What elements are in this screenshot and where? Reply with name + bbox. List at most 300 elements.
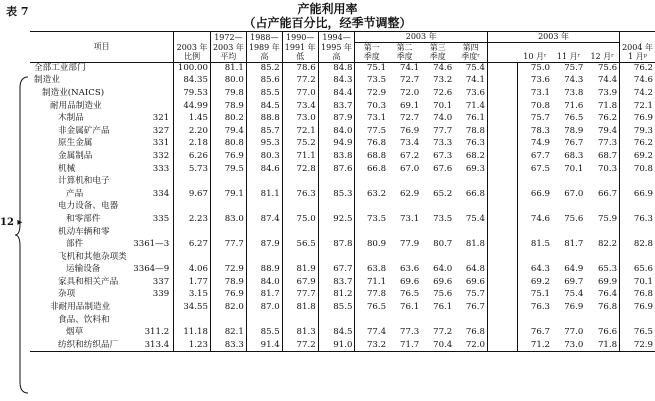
row-value: 1.45 <box>174 112 211 125</box>
row-value: 71.2 <box>518 339 552 352</box>
row-value: 75.4 <box>564 289 584 300</box>
row-value: 76.1 <box>465 113 485 124</box>
row-naics-code: 339 <box>152 289 170 300</box>
row-value: 82.1 <box>210 326 246 339</box>
table-row <box>30 213 655 226</box>
row-value: 75.0 <box>518 62 552 75</box>
row-value: 63.8 <box>355 264 388 277</box>
row-value: 67.2 <box>400 150 420 161</box>
table-row <box>30 125 655 138</box>
row-value: 70.3 <box>597 163 618 174</box>
spacer-cell <box>487 213 518 226</box>
row-value: 67.3 <box>433 150 453 161</box>
row-value: 34.55 <box>174 301 211 314</box>
row-value: 77.4 <box>355 326 388 339</box>
row-value <box>552 201 585 214</box>
row-value <box>355 226 388 239</box>
row-value: 69.6 <box>433 276 453 287</box>
row-naics-code: 337 <box>152 276 170 287</box>
row-value: 68.3 <box>564 150 584 161</box>
row-value: 76.5 <box>564 113 584 124</box>
row-value: 81.7 <box>246 289 282 302</box>
row-value: 79.1 <box>210 188 246 201</box>
row-value: 74.1 <box>465 75 485 86</box>
row-value: 2.18 <box>174 138 211 151</box>
row-value: 79.5 <box>210 163 246 176</box>
row-value: 76.3 <box>620 213 655 226</box>
row-value: 73.8 <box>564 87 584 98</box>
group-2003-quarters: 2003 年 <box>355 32 488 43</box>
row-label: 非金属矿产品 <box>58 125 110 136</box>
row-naics-code <box>131 314 173 327</box>
row-value <box>454 251 487 264</box>
row-value <box>174 226 211 239</box>
table-row <box>30 238 655 251</box>
row-value: 1.77 <box>174 276 211 289</box>
row-value: 74.6 <box>620 75 655 88</box>
row-value: 75.9 <box>597 213 618 224</box>
row-value <box>210 201 246 214</box>
row-label: 非耐用品制造业 <box>50 302 111 313</box>
row-value: 76.8 <box>597 302 618 313</box>
row-label: 部件 <box>66 239 84 250</box>
row-value <box>246 175 282 188</box>
table-header <box>30 32 655 63</box>
table-row <box>30 276 655 289</box>
row-value: 94.9 <box>318 138 355 151</box>
row-value: 75.7 <box>465 289 485 300</box>
row-value: 69.7 <box>564 276 584 287</box>
row-value: 87.9 <box>318 112 355 125</box>
spacer-cell <box>487 201 518 214</box>
table-body <box>30 62 655 352</box>
row-value: 70.1 <box>620 276 655 289</box>
row-value: 75.0 <box>282 213 318 226</box>
row-value: 68.7 <box>597 150 618 161</box>
row-value: 72.1 <box>620 100 655 113</box>
row-value: 1.23 <box>174 339 211 352</box>
col-avg-1972-2003: 1972— 2003 年 平均 <box>210 32 246 63</box>
row-value: 76.8 <box>355 138 388 151</box>
row-value: 75.6 <box>433 289 453 300</box>
row-value: 11.18 <box>174 326 211 339</box>
row-value <box>620 251 655 264</box>
spacer-cell <box>487 150 518 163</box>
row-value: 76.7 <box>465 302 485 313</box>
row-value: 71.7 <box>388 339 421 352</box>
row-value <box>454 314 487 327</box>
row-value <box>552 175 585 188</box>
row-naics-code <box>131 75 173 88</box>
row-value: 72.6 <box>433 87 453 98</box>
row-value <box>518 226 552 239</box>
row-value: 74.3 <box>564 75 584 86</box>
row-value: 75.4 <box>465 213 485 224</box>
row-label: 全部工业部门 <box>34 63 86 74</box>
row-value: 77.7 <box>433 125 453 136</box>
row-value: 67.0 <box>400 163 420 174</box>
row-value: 70.8 <box>620 163 655 176</box>
row-value: 76.7 <box>518 326 552 339</box>
col-q2: 第二 季度 <box>388 42 421 62</box>
row-value: 85.5 <box>246 326 282 339</box>
row-naics-code: 313.4 <box>131 339 173 352</box>
row-value: 81.8 <box>282 301 318 314</box>
row-value: 73.5 <box>433 213 453 224</box>
row-value: 68.2 <box>465 150 485 161</box>
row-value: 76.2 <box>620 138 655 151</box>
spacer-cell <box>487 100 518 113</box>
row-value: 87.0 <box>246 301 282 314</box>
row-value: 81.9 <box>282 264 318 277</box>
row-value: 75.1 <box>518 289 552 302</box>
row-value <box>421 226 454 239</box>
table-row <box>30 112 655 125</box>
row-value: 73.5 <box>355 213 388 226</box>
row-naics-code: 335 <box>152 213 170 224</box>
row-value: 67.7 <box>318 264 355 277</box>
row-value: 77.0 <box>564 327 584 338</box>
row-value <box>282 314 318 327</box>
row-value <box>518 175 552 188</box>
row-value: 68.8 <box>355 150 388 163</box>
row-naics-code: 333 <box>152 163 170 174</box>
row-value: 66.8 <box>355 163 388 176</box>
row-value: 100.00 <box>174 62 211 75</box>
row-value <box>282 175 318 188</box>
spacer-cell <box>487 264 518 277</box>
row-value <box>518 201 552 214</box>
row-value: 76.2 <box>597 113 618 124</box>
row-value <box>421 314 454 327</box>
row-value <box>585 201 619 214</box>
row-value: 64.3 <box>518 264 552 277</box>
row-value: 67.5 <box>518 163 552 176</box>
spacer-cell <box>487 87 518 100</box>
row-label: 机械 <box>58 163 76 174</box>
row-value: 70.4 <box>421 339 454 352</box>
row-value: 84.6 <box>246 163 282 176</box>
row-value: 81.5 <box>518 238 552 251</box>
row-value <box>318 226 355 239</box>
row-value: 69.2 <box>620 150 655 163</box>
row-value: 79.53 <box>174 87 211 100</box>
row-value: 67.9 <box>282 276 318 289</box>
row-value <box>518 251 552 264</box>
row-value: 83.7 <box>318 100 355 113</box>
row-value: 74.0 <box>433 113 453 124</box>
row-value: 79.4 <box>597 125 618 136</box>
row-value: 72.9 <box>355 87 388 100</box>
row-naics-code <box>131 62 173 75</box>
col-q4: 第四 季度ʳ <box>454 42 487 62</box>
row-value: 73.6 <box>465 87 485 98</box>
row-value: 78.9 <box>210 276 246 289</box>
row-value: 73.3 <box>433 138 453 149</box>
row-value: 78.8 <box>465 125 485 136</box>
col-high-1994-1995: 1994— 1995 年 高 <box>318 32 355 63</box>
row-value: 64.0 <box>433 264 453 275</box>
row-label: 家具和相关产品 <box>58 276 119 287</box>
row-value: 84.0 <box>246 276 282 289</box>
row-value <box>388 314 421 327</box>
row-value: 76.1 <box>400 302 420 313</box>
row-value: 75.1 <box>355 62 388 75</box>
row-label: 运输设备 <box>66 264 101 275</box>
table-row <box>30 100 655 113</box>
row-value <box>585 226 619 239</box>
row-naics-code: 3361—3 <box>133 239 170 250</box>
row-value <box>246 314 282 327</box>
row-naics-code <box>131 251 173 264</box>
row-value: 76.8 <box>620 289 655 302</box>
row-value: 69.6 <box>465 276 485 287</box>
row-value <box>246 251 282 264</box>
col-share: 2003 年 比例 <box>174 32 211 63</box>
row-value: 84.5 <box>318 326 355 339</box>
row-value: 80.8 <box>210 138 246 151</box>
row-value: 71.4 <box>465 100 485 111</box>
row-value: 74.6 <box>518 213 552 226</box>
col-q3: 第三 季度 <box>421 42 454 62</box>
row-value: 76.6 <box>597 327 618 338</box>
row-value: 74.4 <box>597 75 618 86</box>
row-label: 机动车辆和零 <box>58 226 110 237</box>
row-value <box>620 201 655 214</box>
row-value: 80.7 <box>433 239 453 250</box>
row-naics-code: 331 <box>152 138 170 149</box>
row-value <box>210 226 246 239</box>
spacer-cell <box>487 289 518 302</box>
row-value: 84.0 <box>318 125 355 138</box>
row-naics-code: 321 <box>152 113 170 124</box>
row-value: 73.2 <box>433 75 453 86</box>
row-value: 78.9 <box>564 125 584 136</box>
row-value: 75.6 <box>564 213 584 224</box>
row-naics-code <box>131 301 173 314</box>
row-value: 77.5 <box>355 125 388 138</box>
row-value: 76.9 <box>400 125 420 136</box>
row-value: 73.4 <box>400 138 420 149</box>
row-value: 64.9 <box>564 264 584 275</box>
spacer-cell <box>487 339 518 352</box>
row-value: 92.5 <box>318 213 355 226</box>
row-value: 6.26 <box>174 150 211 163</box>
row-value <box>421 175 454 188</box>
row-value <box>318 251 355 264</box>
row-value <box>174 314 211 327</box>
row-value <box>355 251 388 264</box>
row-value: 80.0 <box>210 75 246 88</box>
spacer-cell <box>487 226 518 239</box>
row-value: 77.7 <box>282 289 318 302</box>
table-row <box>30 163 655 176</box>
row-naics-code: 311.2 <box>144 327 170 338</box>
row-value <box>318 175 355 188</box>
row-label: 制造业(NAICS) <box>42 87 105 98</box>
row-value <box>246 226 282 239</box>
row-value: 76.5 <box>355 301 388 314</box>
row-naics-code: 332 <box>152 150 170 161</box>
row-value: 88.9 <box>246 264 282 277</box>
row-value: 2.23 <box>174 213 211 226</box>
row-value: 70.1 <box>564 163 584 174</box>
col-q1: 第一 季度 <box>355 42 388 62</box>
row-value: 72.7 <box>400 113 420 124</box>
spacer-cell <box>487 188 518 201</box>
row-naics-code <box>131 201 173 214</box>
row-value: 77.2 <box>282 339 318 352</box>
page-number-text: 12 <box>0 217 14 228</box>
row-value <box>518 314 552 327</box>
row-value: 66.7 <box>597 188 618 199</box>
row-value: 76.3 <box>465 138 485 149</box>
row-value: 76.9 <box>620 112 655 125</box>
row-value: 9.67 <box>174 188 211 201</box>
row-value: 73.0 <box>282 112 318 125</box>
row-naics-code: 327 <box>152 125 170 136</box>
row-value: 76.3 <box>282 188 318 201</box>
row-value: 71.8 <box>597 100 618 111</box>
row-value <box>388 251 421 264</box>
row-value: 82.2 <box>597 239 618 250</box>
row-value: 70.8 <box>518 100 552 113</box>
row-value: 91.0 <box>318 339 355 352</box>
table-row <box>30 75 655 88</box>
row-value: 71.1 <box>355 276 388 289</box>
row-value: 74.6 <box>433 63 453 74</box>
row-value <box>174 251 211 264</box>
table-row <box>30 62 655 75</box>
spacer-cell <box>487 314 518 327</box>
row-value: 76.3 <box>518 301 552 314</box>
row-value: 78.3 <box>518 125 552 138</box>
col-oct: 10 月ʳ <box>518 42 552 62</box>
row-value <box>421 251 454 264</box>
row-value <box>585 251 619 264</box>
spacer-cell <box>487 276 518 289</box>
row-value: 77.2 <box>433 327 453 338</box>
row-value: 5.73 <box>174 163 211 176</box>
row-value: 75.2 <box>282 138 318 151</box>
row-value: 85.5 <box>246 87 282 100</box>
row-value: 67.7 <box>518 150 552 163</box>
row-naics-code <box>131 87 173 100</box>
table-row <box>30 251 655 264</box>
row-value: 82.0 <box>210 301 246 314</box>
spacer-cell <box>487 75 518 88</box>
row-value: 73.5 <box>355 75 388 88</box>
row-value <box>355 201 388 214</box>
row-label: 纺织和纺织品厂 <box>30 339 131 352</box>
table-row <box>30 188 655 201</box>
row-naics-code <box>131 226 173 239</box>
row-value: 76.5 <box>400 289 420 300</box>
row-value: 83.7 <box>318 276 355 289</box>
row-value: 76.9 <box>564 302 584 313</box>
row-value: 74.9 <box>518 138 552 151</box>
spacer-cell <box>487 175 518 188</box>
row-value: 75.7 <box>518 112 552 125</box>
row-value: 85.6 <box>246 75 282 88</box>
row-label: 原生金属 <box>58 138 93 149</box>
row-value: 76.9 <box>620 301 655 314</box>
row-value: 66.9 <box>620 188 655 201</box>
row-value <box>421 201 454 214</box>
table-row <box>30 301 655 314</box>
row-value: 77.9 <box>400 239 420 250</box>
table-title <box>0 2 655 30</box>
row-value: 74.1 <box>400 63 420 74</box>
row-value: 84.4 <box>318 87 355 100</box>
row-value: 73.4 <box>282 100 318 113</box>
row-value: 76.9 <box>210 289 246 302</box>
spacer-cell <box>487 138 518 151</box>
row-value: 76.7 <box>564 138 584 149</box>
row-value: 73.0 <box>552 339 585 352</box>
row-value: 77.8 <box>355 289 388 302</box>
row-value <box>388 175 421 188</box>
title-subtitle: （占产能百分比，经季节调整） <box>243 16 412 30</box>
row-value: 72.1 <box>282 125 318 138</box>
row-value <box>454 175 487 188</box>
row-value: 75.6 <box>597 63 618 74</box>
title-main: 产能利用率 <box>297 2 358 16</box>
row-value: 85.7 <box>246 125 282 138</box>
row-naics-code <box>131 100 173 113</box>
row-value: 73.9 <box>597 87 618 98</box>
table-row <box>30 289 655 302</box>
row-value: 85.3 <box>318 188 355 201</box>
row-label: 木制品 <box>58 113 84 124</box>
row-value: 80.2 <box>210 112 246 125</box>
row-naics-code: 334 <box>152 188 170 199</box>
row-value: 79.3 <box>620 125 655 138</box>
col-spacer <box>487 42 518 62</box>
row-value <box>210 314 246 327</box>
row-value: 81.1 <box>210 62 246 75</box>
row-value: 63.2 <box>355 188 388 201</box>
row-value: 65.2 <box>433 188 453 199</box>
row-value <box>552 251 585 264</box>
row-value <box>318 314 355 327</box>
row-value: 69.2 <box>518 276 552 289</box>
row-value <box>355 314 388 327</box>
row-value: 77.0 <box>282 87 318 100</box>
spacer-cell <box>487 112 518 125</box>
row-value: 72.7 <box>400 75 420 86</box>
row-value: 3.15 <box>174 289 211 302</box>
row-value: 71.1 <box>282 150 318 163</box>
capacity-utilization-table <box>30 31 655 352</box>
row-value: 84.5 <box>246 100 282 113</box>
row-value: 71.8 <box>585 339 619 352</box>
row-value: 6.27 <box>174 238 211 251</box>
row-value: 72.0 <box>454 339 487 352</box>
row-value: 81.2 <box>318 289 355 302</box>
row-value: 87.8 <box>318 238 355 251</box>
row-value: 76.5 <box>620 326 655 339</box>
row-value: 70.3 <box>355 100 388 113</box>
spacer-cell <box>487 163 518 176</box>
spacer-cell <box>487 125 518 138</box>
row-label: 杂项 <box>58 289 76 300</box>
row-value: 79.8 <box>210 87 246 100</box>
row-value: 73.1 <box>518 87 552 100</box>
col-item: 项目 <box>30 32 174 63</box>
table-row <box>30 226 655 239</box>
table-row <box>30 264 655 277</box>
